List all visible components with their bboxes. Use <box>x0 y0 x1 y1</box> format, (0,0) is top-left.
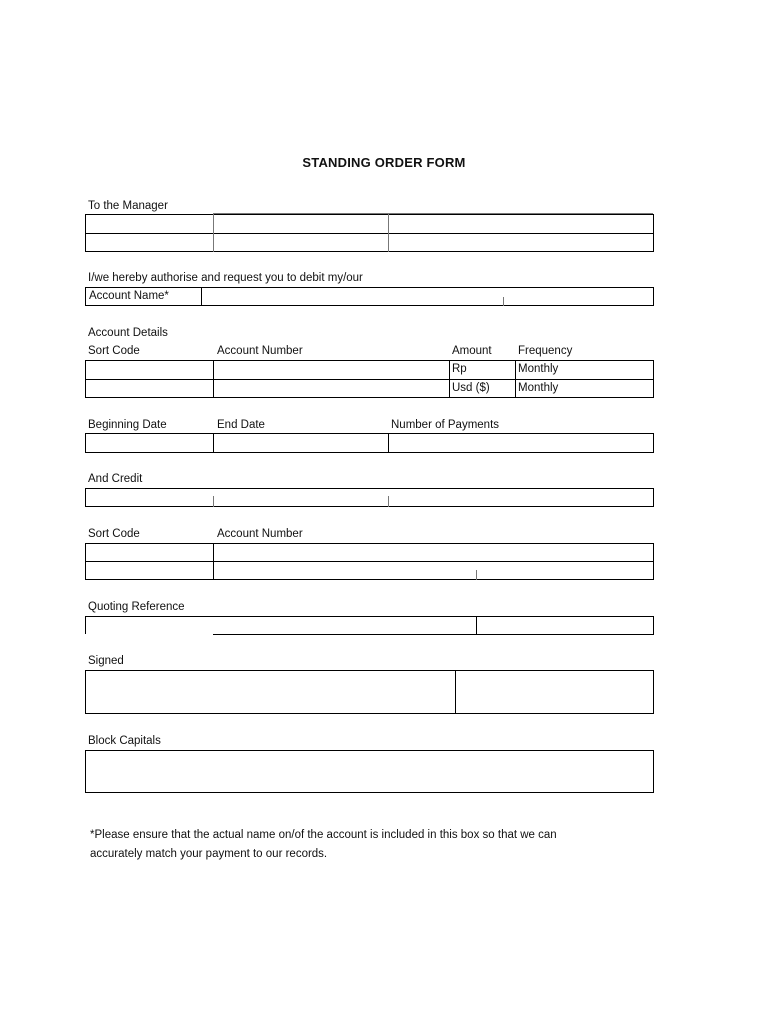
divider <box>213 433 214 453</box>
account-name-field[interactable] <box>85 287 654 306</box>
form-title: STANDING ORDER FORM <box>302 155 466 170</box>
quoting-reference-label: Quoting Reference <box>88 601 185 613</box>
divider <box>515 360 516 398</box>
signed-label: Signed <box>88 655 124 667</box>
block-capitals-label: Block Capitals <box>88 735 161 747</box>
account-details-label: Account Details <box>88 327 168 339</box>
divider <box>476 616 477 635</box>
divider <box>85 616 86 634</box>
divider <box>653 616 654 635</box>
block-capitals-box[interactable] <box>85 750 654 793</box>
divider <box>503 297 504 306</box>
amount-currency-usd: Usd ($) <box>452 382 490 394</box>
beginning-date-label: Beginning Date <box>88 419 167 431</box>
divider <box>85 379 654 380</box>
signature-box[interactable] <box>85 670 654 714</box>
frequency-value: Monthly <box>518 382 559 394</box>
end-date-label: End Date <box>217 419 265 431</box>
manager-label: To the Manager <box>88 200 168 212</box>
amount-currency-rp: Rp <box>452 363 467 375</box>
amount-header: Amount <box>452 345 492 357</box>
authorise-label: I/we hereby authorise and request you to debit my/our <box>88 272 363 284</box>
divider <box>388 496 389 507</box>
divider <box>213 496 214 507</box>
divider <box>476 570 477 580</box>
dates-row[interactable] <box>85 433 654 453</box>
divider <box>85 233 654 234</box>
divider <box>85 561 654 562</box>
divider <box>201 287 202 306</box>
divider <box>388 433 389 453</box>
credit-account-field[interactable] <box>85 488 654 507</box>
divider <box>455 670 456 714</box>
and-credit-label: And Credit <box>88 473 143 485</box>
quoting-reference-field[interactable] <box>213 616 476 635</box>
divider <box>388 214 389 252</box>
sort-code-header: Sort Code <box>88 345 140 357</box>
frequency-value: Monthly <box>518 363 559 375</box>
footnote-line: *Please ensure that the actual name on/of the account is included in this box so that we can <box>90 829 557 841</box>
divider <box>449 360 450 398</box>
divider <box>213 360 214 398</box>
credit-account-number-header: Account Number <box>217 528 303 540</box>
number-of-payments-label: Number of Payments <box>391 419 500 431</box>
divider <box>213 543 214 580</box>
frequency-header: Frequency <box>518 345 573 357</box>
credit-sort-code-header: Sort Code <box>88 528 140 540</box>
footnote-line: accurately match your payment to our records. <box>90 848 328 860</box>
account-name-label: Account Name* <box>89 290 169 302</box>
divider <box>213 214 214 252</box>
account-number-header: Account Number <box>217 345 303 357</box>
